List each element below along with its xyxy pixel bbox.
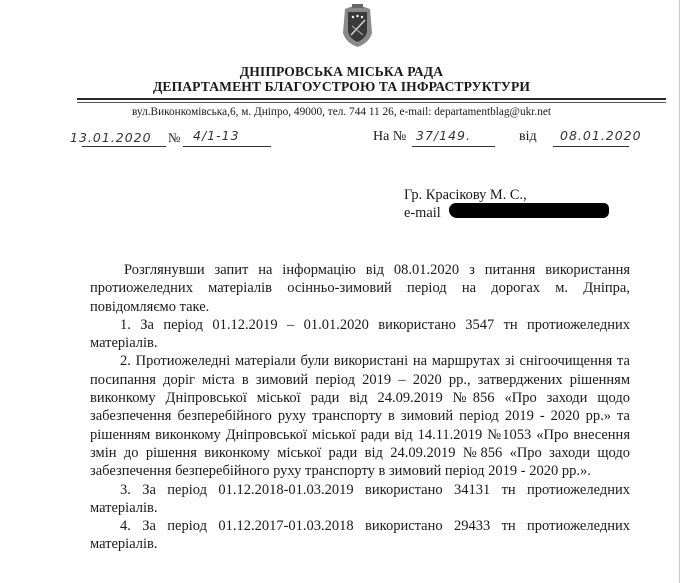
reply-number: 37/149. (416, 128, 471, 143)
department-name: ДЕПАРТАМЕНТ БЛАГОУСТРОЮ ТА ІНФРАСТРУКТУРИ (152, 79, 531, 94)
header-divider-thin (77, 102, 666, 103)
registration-number: 4/1-13 (193, 128, 240, 143)
registration-date: 13.01.2020 (70, 130, 152, 145)
reply-date-label: від (519, 129, 537, 144)
registration-date-underline (82, 146, 166, 147)
registration-number-underline (183, 146, 271, 147)
intro-paragraph: Розглянувши запит на інформацію від 08.01.2020 з питання використання протиожеледних матеріалів осінньо-зимовий період на дорогах м. Дніпра, повідомляємо таке. (90, 262, 630, 315)
letter-body (90, 261, 630, 554)
reply-number-label: На № (373, 129, 407, 144)
header-divider-thick (77, 98, 666, 100)
reply-date-underline (553, 146, 629, 147)
reply-number-underline (412, 146, 495, 147)
item-paragraph-3: 3. За період 01.12.2018-01.03.2019 використано 34131 тн протиожеледних матеріалів. (90, 481, 630, 516)
item-paragraph-1: 1. За період 01.12.2019 – 01.01.2020 використано 3547 тн протиожеледних матеріалів. (90, 316, 630, 352)
item-paragraph-4: 4. За період 01.12.2017-01.03.2018 використано 29433 тн протиожеледних матеріалів. (90, 518, 630, 553)
recipient-email-label: e-mail (404, 205, 441, 221)
recipient-name: Гр. Красікову М. С., (404, 187, 527, 203)
department-address: вул.Виконкомівська,6, м. Дніпро, 49000, тел. 744 11 26, e-mail: departamentblag@ukr.net (131, 106, 552, 118)
coat-of-arms-icon (341, 3, 374, 49)
item-paragraph-2: 2. Протиожеледні матеріали були використані на маршрутах зі снігоочищення та посипання доріг міста в зимовий період 2019 – 2020 рр., затверджених рішенням виконкому Дніпровської міської ради від 24.09.2019 №856 «Про заходи щодо забезпечення безперебійного руху транспорту в зимовий період 2019 - 2020 рр.» та рішенням виконкому Дніпровської міської ради від 14.11.2019 №1053 «Про внесення змін до рішення виконкому міської ради від 24.09.2019 №856 «Про заходи щодо забезпечення безперебійного руху транспорту в зимовий період 2019 - 2020 рр.». (90, 353, 630, 480)
registration-number-label: № (168, 130, 181, 145)
reply-date: 08.01.2020 (560, 128, 642, 143)
redacted-email (449, 203, 609, 218)
council-name: ДНІПРОВСЬКА МІСЬКА РАДА (239, 64, 444, 79)
